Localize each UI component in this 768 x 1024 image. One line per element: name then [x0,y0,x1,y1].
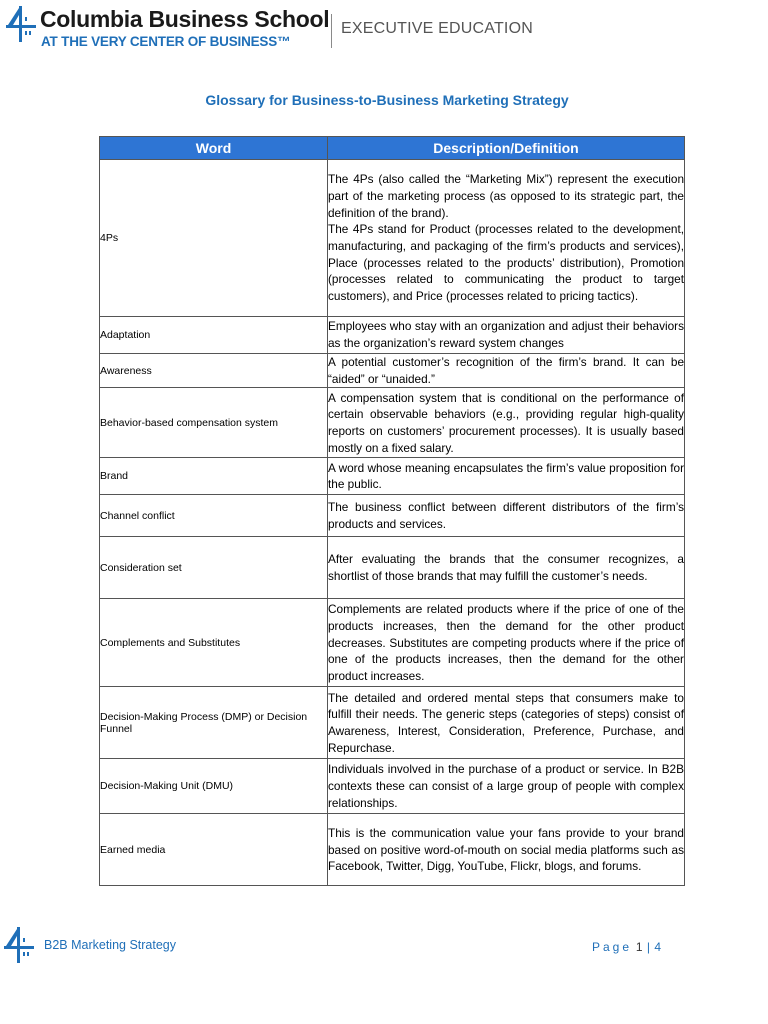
definition-cell: A potential customer’s recognition of the firm’s brand. It can be “aided” or “unaided.” [328,354,685,388]
total-pages: 4 [654,940,662,954]
term-cell: Consideration set [100,537,328,599]
table-row [100,317,685,354]
footer-course-name: B2B Marketing Strategy [44,938,177,952]
glossary-table [99,136,685,886]
definition-cell: This is the communication value your fans provide to your brand based on positive word-of-mouth on social media platforms such as Facebook, Twitter, Digg, YouTube, Flickr, blogs, and forums. [328,814,685,886]
page-label: Page [592,940,633,954]
term-cell: Awareness [100,354,328,388]
page-indicator [592,940,662,954]
table-row [100,354,685,388]
definition-cell: A compensation system that is conditional on the performance of certain observable behaviors (e.g., providing regular high-quality reports on customers’ procurement processes). It is usually based mostly on a fixed salary. [328,388,685,458]
table-row [100,495,685,537]
page-number: 1 [635,940,644,954]
table-header-row [100,137,685,160]
term-cell: Decision-Making Unit (DMU) [100,759,328,814]
column-header-word: Word [100,137,328,160]
table-row [100,388,685,458]
table-row [100,687,685,759]
term-cell: Decision-Making Process (DMP) or Decision Funnel [100,687,328,759]
term-cell: Adaptation [100,317,328,354]
definition-cell: The detailed and ordered mental steps that consumers make to fulfill their needs. The generic steps (categories of steps) consist of Awareness, Interest, Consideration, Preference, Purchase, and Repurchase. [328,687,685,759]
columbia-crown-footer-icon [2,925,36,965]
division-name: EXECUTIVE EDUCATION [341,20,533,37]
term-cell: 4Ps [100,160,328,317]
definition-cell: Individuals involved in the purchase of a product or service. In B2B contexts these can consist of a large group of people with complex relationships. [328,759,685,814]
definition-cell: The business conflict between different distributors of the firm’s products and services. [328,495,685,537]
table-row [100,537,685,599]
definition-cell: Employees who stay with an organization and adjust their behaviors as the organization’s reward system changes [328,317,685,354]
header-divider [331,14,332,48]
term-cell: Brand [100,458,328,495]
table-row [100,814,685,886]
table-row [100,759,685,814]
term-cell: Channel conflict [100,495,328,537]
columbia-crown-logo-icon [4,4,38,44]
column-header-definition: Description/Definition [328,137,685,160]
definition-cell [328,160,685,317]
school-name: Columbia Business School [40,6,330,32]
table-row [100,458,685,495]
definition-cell: After evaluating the brands that the consumer recognizes, a shortlist of those brands that may fulfill the customer’s needs. [328,537,685,599]
table-row [100,599,685,687]
definition-paragraph: The 4Ps (also called the “Marketing Mix”) represent the execution part of the marketing process (as opposed to its strategic part, the definition of the brand). [328,172,684,220]
definition-cell: A word whose meaning encapsulates the firm’s value proposition for the public. [328,458,685,495]
term-cell: Behavior-based compensation system [100,388,328,458]
page-header [0,0,768,60]
term-cell: Earned media [100,814,328,886]
page-separator: | [646,940,651,954]
document-title: Glossary for Business-to-Business Marketing Strategy [205,92,569,108]
school-tagline: AT THE VERY CENTER OF BUSINESS™ [41,34,291,49]
table-row [100,160,685,317]
term-cell: Complements and Substitutes [100,599,328,687]
definition-paragraph: The 4Ps stand for Product (processes related to the development, manufacturing, and packaging of the firm’s products and services), Place (processes related to the products’ distribution), Promotion (processes related to communicating the product to target customers), and Price (processes related to pricing tactics). [328,222,684,304]
definition-cell: Complements are related products where if the price of one of the products increases, then the demand for the other product decreases. Substitutes are competing products where if the price of one of the products increases, then the demand for the other product increases. [328,599,685,687]
